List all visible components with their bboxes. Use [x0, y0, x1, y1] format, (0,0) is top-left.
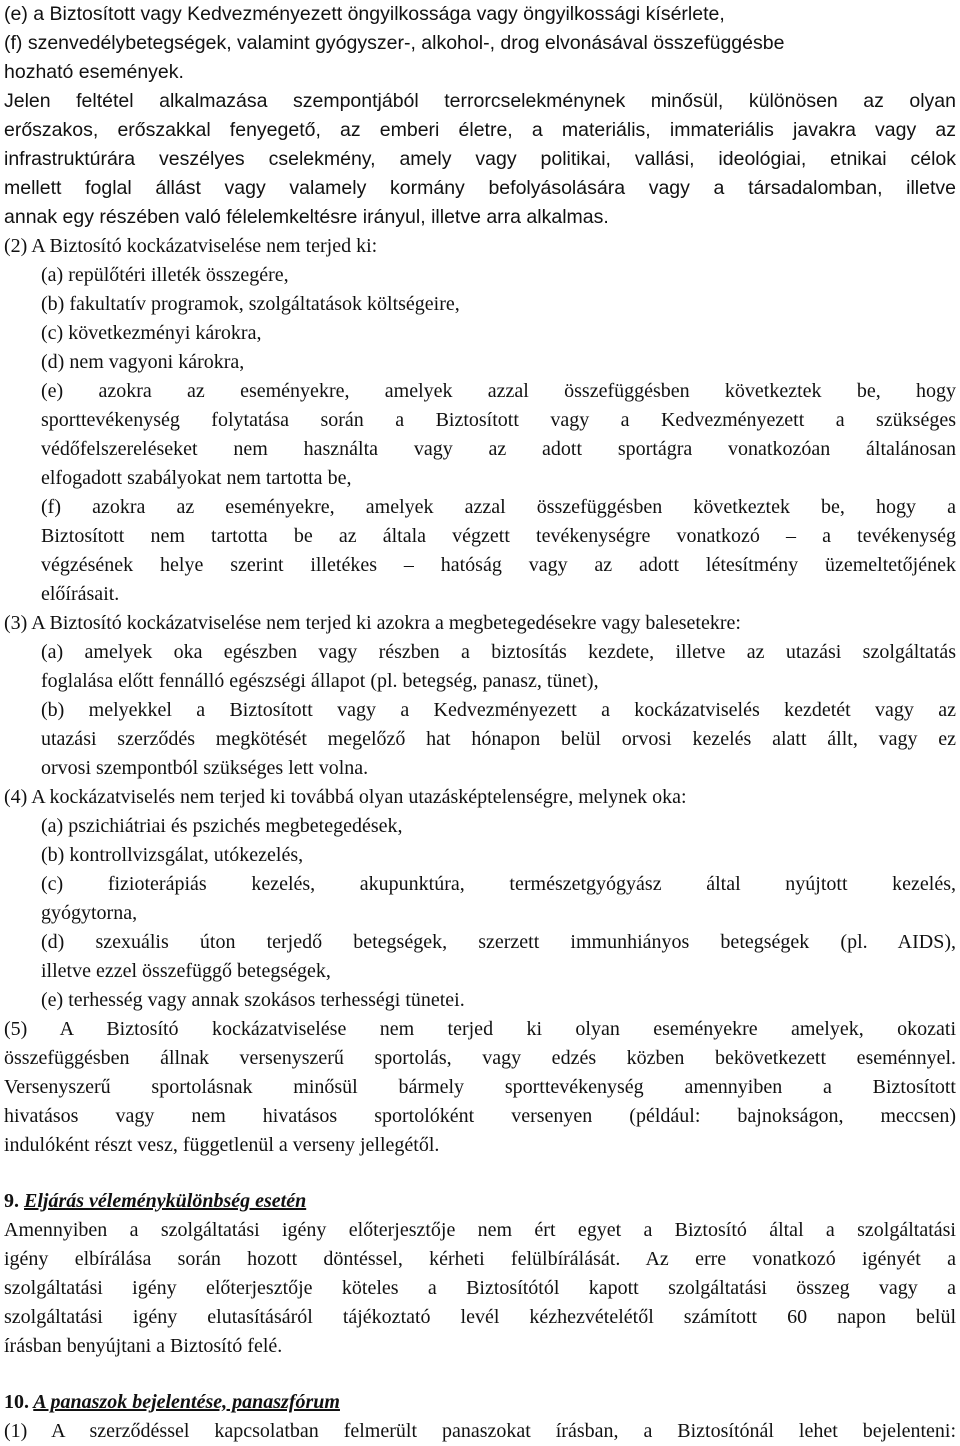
- text-line: (c) következményi károkra,: [41, 322, 262, 344]
- text-line: gyógytorna,: [41, 902, 138, 924]
- text-line: (e) a Biztosított vagy Kedvezményezett öngyilkossága vagy öngyilkossági kísérlete,: [4, 3, 725, 25]
- text-line: (4) A kockázatviselés nem terjed ki továbbá olyan utazásképtelenségre, melynek oka:: [4, 786, 687, 808]
- text-line: foglalása előtt fennálló egészségi állapot (pl. betegség, panasz, tünet),: [41, 670, 599, 692]
- text-line: védőfelszereléseket nem használta vagy az adott sportágra vonatkozóan általánosan: [41, 438, 956, 460]
- document-page: [4, 0, 956, 1446]
- text-line: hozható események.: [4, 61, 184, 83]
- text-line: (e) azokra az eseményekre, amelyek azzal összefüggésben következtek be, hogy: [41, 380, 956, 402]
- section-10-number: 10.: [4, 1391, 29, 1413]
- exclusions-body: [4, 232, 956, 1160]
- section-9-body: [4, 1216, 956, 1361]
- text-line: (3) A Biztosító kockázatviselése nem terjed ki azokra a megbetegedésekre vagy balesetekre:: [4, 612, 741, 634]
- text-line: erőszakos, erőszakkal fenyegető, az emberi életre, a materiális, immateriális javakra vagy az: [4, 119, 956, 141]
- section-9-heading: [4, 1187, 956, 1216]
- section-9-title: Eljárás véleménykülönbség esetén: [24, 1190, 307, 1212]
- section-gap: [4, 1361, 956, 1388]
- text-line: (e) terhesség vagy annak szokásos terhességi tünetei.: [41, 989, 465, 1011]
- text-line: (a) pszichiátriai és pszichés megbetegedések,: [41, 815, 403, 837]
- text-line: (1) A szerződéssel kapcsolatban felmerült panaszokat írásban, a Biztosítónál lehet bejelenteni:: [4, 1420, 956, 1442]
- text-line: (c) fizioterápiás kezelés, akupunktúra, természetgyógyász által nyújtott kezelés,: [41, 873, 956, 895]
- text-line: hivatásos vagy nem hivatásos sportolóként versenyen (például: bajnokságon, meccsen): [4, 1105, 956, 1127]
- text-line: mellett foglal állást vagy valamely kormány befolyásolására vagy a társadalomban, illetve: [4, 177, 956, 199]
- text-line: illetve ezzel összefüggő betegségek,: [41, 960, 331, 982]
- section-10-body: [4, 1417, 956, 1446]
- text-line: (f) azokra az eseményekre, amelyek azzal összefüggésben következtek be, hogy a: [41, 496, 956, 518]
- text-line: előírásait.: [41, 583, 120, 605]
- text-line: (b) kontrollvizsgálat, utókezelés,: [41, 844, 304, 866]
- text-line: szolgáltatási igény elutasításáról tájékoztató levél kézhezvételétől számított 60 napon belül: [4, 1306, 956, 1328]
- text-line: (d) szexuális úton terjedő betegségek, szerzett immunhiányos betegségek (pl. AIDS),: [41, 931, 956, 953]
- intro-exclusions-block: [4, 0, 956, 232]
- text-line: (b) fakultatív programok, szolgáltatások költségeire,: [41, 293, 460, 315]
- text-line: Amennyiben a szolgáltatási igény előterjesztője nem ért egyet a Biztosító által a szolgáltatási: [4, 1219, 956, 1241]
- text-line: (a) amelyek oka egészben vagy részben a biztosítás kezdete, illetve az utazási szolgáltatás: [41, 641, 956, 663]
- text-line: infrastruktúrára veszélyes cselekmény, amely vagy politikai, vallási, ideológiai, etnikai célok: [4, 148, 956, 170]
- text-line: szolgáltatási igény előterjesztője köteles a Biztosítótól kapott szolgáltatási összeg vagy a: [4, 1277, 956, 1299]
- section-9-number: 9.: [4, 1190, 19, 1212]
- text-line: elfogadott szabályokat nem tartotta be,: [41, 467, 352, 489]
- section-10: [4, 1388, 956, 1446]
- text-line: orvosi szempontból szükséges lett volna.: [41, 757, 369, 779]
- text-line: összefüggésben állnak versenyszerű sportolás, vagy edzés közben bekövetkezett eseménnyel.: [4, 1047, 956, 1069]
- section-10-heading: [4, 1388, 956, 1417]
- text-line: (a) repülőtéri illeték összegére,: [41, 264, 289, 286]
- text-line: (d) nem vagyoni károkra,: [41, 351, 245, 373]
- text-line: (2) A Biztosító kockázatviselése nem terjed ki:: [4, 235, 378, 257]
- text-line: annak egy részében való félelemkeltésre irányul, illetve arra alkalmas.: [4, 206, 609, 228]
- text-line: írásban benyújtani a Biztosító felé.: [4, 1335, 283, 1357]
- text-line: Versenyszerű sportolásnak minősül bármely sporttevékenység amennyiben a Biztosított: [4, 1076, 956, 1098]
- section-gap: [4, 1160, 956, 1187]
- section-9: [4, 1187, 956, 1361]
- text-line: utazási szerződés megkötését megelőző hat hónapon belül orvosi kezelés alatt állt, vagy ez: [41, 728, 956, 750]
- text-line: Biztosított nem tartotta be az általa végzett tevékenységre vonatkozó – a tevékenység: [41, 525, 956, 547]
- text-line: (b) melyekkel a Biztosított vagy a Kedvezményezett a kockázatviselés kezdetét vagy az: [41, 699, 956, 721]
- text-line: Jelen feltétel alkalmazása szempontjából terrorcselekménynek minősül, különösen az olyan: [4, 90, 956, 112]
- text-line: igény elbírálása során hozott döntéssel, kérheti felülbírálását. Az erre vonatkozó igényét a: [4, 1248, 956, 1270]
- text-line: (5) A Biztosító kockázatviselése nem terjed ki olyan eseményekre amelyek, okozati: [4, 1018, 956, 1040]
- text-line: sporttevékenység folytatása során a Biztosított vagy a Kedvezményezett a szükséges: [41, 409, 956, 431]
- text-line: indulóként részt vesz, függetlenül a verseny jellegétől.: [4, 1134, 440, 1156]
- text-line: végzésének helye szerint illetékes – hatóság vagy az adott létesítmény üzemeltetőjének: [41, 554, 956, 576]
- section-10-title: A panaszok bejelentése, panaszfórum: [33, 1391, 340, 1413]
- text-line: (f) szenvedélybetegségek, valamint gyógyszer-, alkohol-, drog elvonásával összefüggésbe: [4, 32, 785, 54]
